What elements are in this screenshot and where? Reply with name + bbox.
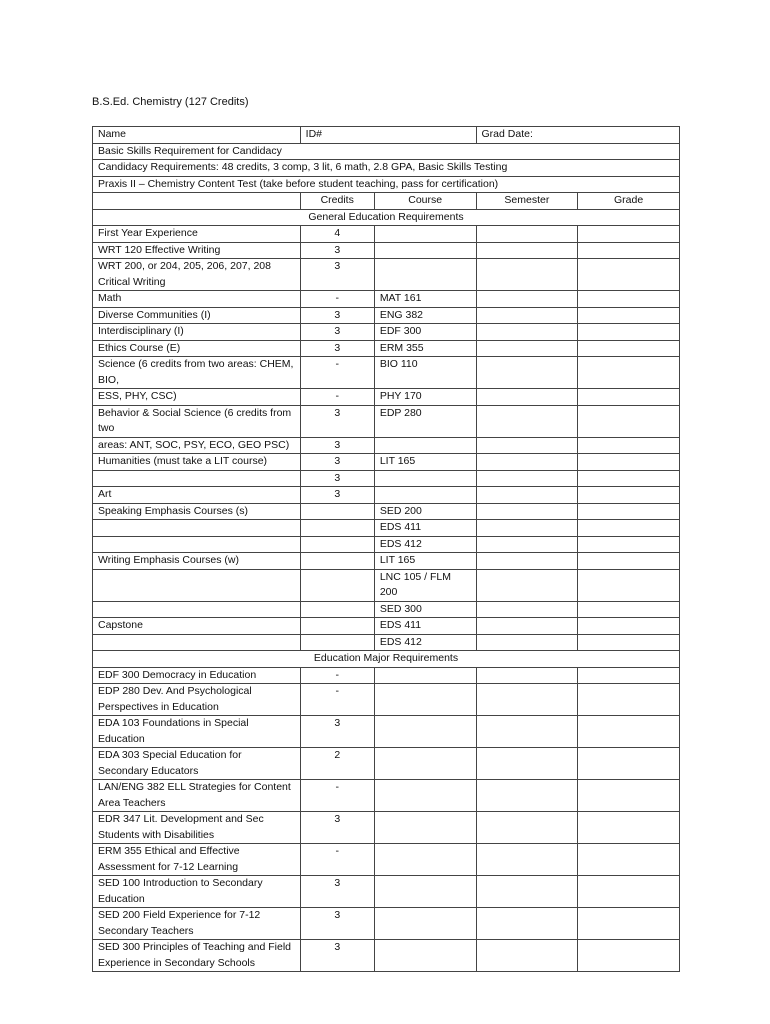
grade-cell[interactable] — [578, 684, 680, 716]
name-field[interactable] — [93, 127, 301, 144]
grade-cell[interactable] — [578, 405, 680, 437]
grade-cell[interactable] — [578, 780, 680, 812]
credits-cell: 3 — [300, 242, 374, 259]
credits-cell — [300, 520, 374, 537]
grade-cell[interactable] — [578, 291, 680, 308]
course-cell — [374, 259, 476, 291]
credits-cell: 3 — [300, 908, 374, 940]
semester-cell[interactable] — [476, 307, 578, 324]
grad-date-field[interactable] — [476, 127, 679, 144]
grade-cell[interactable] — [578, 536, 680, 553]
requirement-cell — [93, 470, 301, 487]
semester-cell[interactable] — [476, 487, 578, 504]
major-row — [93, 940, 680, 972]
requirement-cell: Diverse Communities (I) — [93, 307, 301, 324]
name-label: Name — [98, 128, 127, 140]
credits-cell: 3 — [300, 437, 374, 454]
credits-cell: - — [300, 684, 374, 716]
requirement-cell: ESS, PHY, CSC) — [93, 389, 301, 406]
gen-ed-row — [93, 553, 680, 570]
course-cell[interactable] — [374, 908, 476, 940]
semester-cell[interactable] — [476, 389, 578, 406]
requirement-cell: WRT 200, or 204, 205, 206, 207, 208 Critical Writing — [93, 259, 301, 291]
grad-date-label: Grad Date: — [481, 128, 533, 140]
grade-cell[interactable] — [578, 844, 680, 876]
semester-cell[interactable] — [476, 340, 578, 357]
semester-cell[interactable] — [476, 908, 578, 940]
semester-cell[interactable] — [476, 601, 578, 618]
credits-cell — [300, 618, 374, 635]
gen-ed-row — [93, 618, 680, 635]
course-cell[interactable] — [374, 684, 476, 716]
requirement-cell: WRT 120 Effective Writing — [93, 242, 301, 259]
requirement-cell: Capstone — [93, 618, 301, 635]
course-cell: SED 200 — [374, 503, 476, 520]
credits-cell: 3 — [300, 405, 374, 437]
grade-cell[interactable] — [578, 618, 680, 635]
credits-cell: 3 — [300, 876, 374, 908]
course-cell — [374, 470, 476, 487]
id-label: ID# — [305, 128, 322, 140]
semester-cell[interactable] — [476, 324, 578, 341]
course-cell — [374, 487, 476, 504]
requirement-cell: ERM 355 Ethical and Effective Assessment for 7-12 Learning — [93, 844, 301, 876]
semester-cell[interactable] — [476, 618, 578, 635]
major-row — [93, 908, 680, 940]
grade-cell[interactable] — [578, 716, 680, 748]
credits-cell: 3 — [300, 324, 374, 341]
requirement-cell: LAN/ENG 382 ELL Strategies for Content Area Teachers — [93, 780, 301, 812]
requirement-cell: EDP 280 Dev. And Psychological Perspectives in Education — [93, 684, 301, 716]
semester-header: Semester — [476, 193, 578, 210]
semester-cell[interactable] — [476, 291, 578, 308]
course-cell: EDS 412 — [374, 536, 476, 553]
major-row — [93, 716, 680, 748]
requirement-cell: Writing Emphasis Courses (w) — [93, 553, 301, 570]
grade-cell[interactable] — [578, 242, 680, 259]
credits-cell: - — [300, 389, 374, 406]
semester-cell[interactable] — [476, 748, 578, 780]
requirement-cell: SED 300 Principles of Teaching and Field Experience in Secondary Schools — [93, 940, 301, 972]
credits-cell — [300, 536, 374, 553]
requirement-cell: EDR 347 Lit. Development and Sec Students with Disabilities — [93, 812, 301, 844]
candidacy-row: Candidacy Requirements: 48 credits, 3 comp, 3 lit, 6 math, 2.8 GPA, Basic Skills Testing — [93, 160, 680, 177]
grade-cell[interactable] — [578, 634, 680, 651]
gen-ed-row — [93, 634, 680, 651]
basic-skills-row: Basic Skills Requirement for Candidacy — [93, 143, 680, 160]
credits-cell: - — [300, 780, 374, 812]
course-cell: EDS 411 — [374, 618, 476, 635]
gen-ed-row — [93, 226, 680, 243]
credits-cell — [300, 503, 374, 520]
major-heading: Education Major Requirements — [93, 651, 680, 668]
grade-cell[interactable] — [578, 940, 680, 972]
credits-cell: 3 — [300, 454, 374, 471]
grade-cell[interactable] — [578, 503, 680, 520]
credits-cell — [300, 634, 374, 651]
credits-header: Credits — [300, 193, 374, 210]
gen-ed-row — [93, 454, 680, 471]
column-header-row — [93, 193, 680, 210]
grade-header: Grade — [578, 193, 680, 210]
gen-ed-heading: General Education Requirements — [93, 209, 680, 226]
gen-ed-row — [93, 569, 680, 601]
gen-ed-row — [93, 601, 680, 618]
grade-cell[interactable] — [578, 812, 680, 844]
credits-cell: 3 — [300, 470, 374, 487]
requirement-cell: SED 200 Field Experience for 7-12 Secondary Teachers — [93, 908, 301, 940]
grade-cell[interactable] — [578, 307, 680, 324]
gen-ed-row — [93, 536, 680, 553]
grade-cell[interactable] — [578, 454, 680, 471]
credits-cell: 3 — [300, 487, 374, 504]
requirement-cell — [93, 536, 301, 553]
course-cell — [374, 226, 476, 243]
credits-cell: 3 — [300, 716, 374, 748]
course-cell[interactable] — [374, 940, 476, 972]
gen-ed-row — [93, 470, 680, 487]
gen-ed-row — [93, 520, 680, 537]
gen-ed-row — [93, 503, 680, 520]
blank-header-cell — [93, 193, 301, 210]
credits-cell — [300, 553, 374, 570]
course-cell — [374, 242, 476, 259]
semester-cell[interactable] — [476, 405, 578, 437]
semester-cell[interactable] — [476, 242, 578, 259]
page-title: B.S.Ed. Chemistry (127 Credits) — [92, 96, 249, 108]
gen-ed-row — [93, 259, 680, 291]
semester-cell[interactable] — [476, 716, 578, 748]
semester-cell[interactable] — [476, 357, 578, 389]
semester-cell[interactable] — [476, 259, 578, 291]
semester-cell[interactable] — [476, 470, 578, 487]
requirement-cell: Science (6 credits from two areas: CHEM, BIO, — [93, 357, 301, 389]
credits-cell — [300, 569, 374, 601]
course-cell: PHY 170 — [374, 389, 476, 406]
requirement-cell: Humanities (must take a LIT course) — [93, 454, 301, 471]
requirements-table — [92, 126, 680, 972]
praxis-row: Praxis II – Chemistry Content Test (take before student teaching, pass for certification) — [93, 176, 680, 193]
grade-cell[interactable] — [578, 340, 680, 357]
gen-ed-row — [93, 307, 680, 324]
course-cell[interactable] — [374, 667, 476, 684]
grade-cell[interactable] — [578, 908, 680, 940]
gen-ed-row — [93, 340, 680, 357]
requirement-cell — [93, 569, 301, 601]
credits-cell: 3 — [300, 812, 374, 844]
semester-cell[interactable] — [476, 569, 578, 601]
major-row — [93, 844, 680, 876]
semester-cell[interactable] — [476, 812, 578, 844]
requirement-cell: Ethics Course (E) — [93, 340, 301, 357]
gen-ed-row — [93, 357, 680, 389]
gen-ed-row — [93, 242, 680, 259]
grade-cell[interactable] — [578, 437, 680, 454]
gen-ed-row — [93, 487, 680, 504]
semester-cell[interactable] — [476, 876, 578, 908]
course-cell[interactable] — [374, 716, 476, 748]
requirement-cell — [93, 520, 301, 537]
gen-ed-row — [93, 324, 680, 341]
semester-cell[interactable] — [476, 940, 578, 972]
requirement-cell: areas: ANT, SOC, PSY, ECO, GEO PSC) — [93, 437, 301, 454]
requirement-cell: EDF 300 Democracy in Education — [93, 667, 301, 684]
course-cell: BIO 110 — [374, 357, 476, 389]
course-cell: EDP 280 — [374, 405, 476, 437]
grade-cell[interactable] — [578, 553, 680, 570]
semester-cell[interactable] — [476, 520, 578, 537]
grade-cell[interactable] — [578, 226, 680, 243]
major-row — [93, 812, 680, 844]
grade-cell[interactable] — [578, 569, 680, 601]
credits-cell: - — [300, 291, 374, 308]
semester-cell[interactable] — [476, 536, 578, 553]
credits-cell — [300, 601, 374, 618]
credits-cell: 3 — [300, 259, 374, 291]
course-cell: LIT 165 — [374, 553, 476, 570]
semester-cell[interactable] — [476, 454, 578, 471]
grade-cell[interactable] — [578, 601, 680, 618]
major-row — [93, 684, 680, 716]
gen-ed-row — [93, 437, 680, 454]
requirement-cell: Interdisciplinary (I) — [93, 324, 301, 341]
major-row — [93, 780, 680, 812]
semester-cell[interactable] — [476, 667, 578, 684]
requirement-cell: EDA 303 Special Education for Secondary Educators — [93, 748, 301, 780]
course-cell[interactable] — [374, 876, 476, 908]
name-row — [93, 127, 680, 144]
requirement-cell — [93, 634, 301, 651]
major-row — [93, 748, 680, 780]
course-cell: ENG 382 — [374, 307, 476, 324]
semester-cell[interactable] — [476, 780, 578, 812]
course-cell: ERM 355 — [374, 340, 476, 357]
grade-cell[interactable] — [578, 876, 680, 908]
credits-cell: - — [300, 844, 374, 876]
grade-cell[interactable] — [578, 357, 680, 389]
grade-cell[interactable] — [578, 520, 680, 537]
requirement-cell: SED 100 Introduction to Secondary Education — [93, 876, 301, 908]
semester-cell[interactable] — [476, 553, 578, 570]
grade-cell[interactable] — [578, 470, 680, 487]
semester-cell[interactable] — [476, 684, 578, 716]
semester-cell[interactable] — [476, 634, 578, 651]
credits-cell: 4 — [300, 226, 374, 243]
course-cell: EDS 411 — [374, 520, 476, 537]
requirement-cell: Behavior & Social Science (6 credits from two — [93, 405, 301, 437]
semester-cell[interactable] — [476, 844, 578, 876]
requirement-cell: EDA 103 Foundations in Special Education — [93, 716, 301, 748]
semester-cell[interactable] — [476, 226, 578, 243]
course-cell — [374, 437, 476, 454]
grade-cell[interactable] — [578, 259, 680, 291]
semester-cell[interactable] — [476, 503, 578, 520]
course-cell: EDF 300 — [374, 324, 476, 341]
credits-cell: 3 — [300, 307, 374, 324]
course-cell[interactable] — [374, 748, 476, 780]
course-cell: LIT 165 — [374, 454, 476, 471]
id-field[interactable] — [300, 127, 476, 144]
requirement-cell: Speaking Emphasis Courses (s) — [93, 503, 301, 520]
course-cell: MAT 161 — [374, 291, 476, 308]
grade-cell[interactable] — [578, 487, 680, 504]
course-cell: EDS 412 — [374, 634, 476, 651]
gen-ed-row — [93, 291, 680, 308]
credits-cell: 3 — [300, 340, 374, 357]
course-header: Course — [374, 193, 476, 210]
gen-ed-row — [93, 405, 680, 437]
course-cell[interactable] — [374, 844, 476, 876]
semester-cell[interactable] — [476, 437, 578, 454]
grade-cell[interactable] — [578, 389, 680, 406]
credits-cell: 3 — [300, 940, 374, 972]
credits-cell: - — [300, 667, 374, 684]
requirement-cell: Math — [93, 291, 301, 308]
course-cell[interactable] — [374, 812, 476, 844]
grade-cell[interactable] — [578, 667, 680, 684]
grade-cell[interactable] — [578, 324, 680, 341]
course-cell: LNC 105 / FLM 200 — [374, 569, 476, 601]
requirement-cell: Art — [93, 487, 301, 504]
course-cell[interactable] — [374, 780, 476, 812]
gen-ed-row — [93, 389, 680, 406]
credits-cell: - — [300, 357, 374, 389]
major-row — [93, 667, 680, 684]
grade-cell[interactable] — [578, 748, 680, 780]
credits-cell: 2 — [300, 748, 374, 780]
course-cell: SED 300 — [374, 601, 476, 618]
major-row — [93, 876, 680, 908]
requirement-cell: First Year Experience — [93, 226, 301, 243]
requirement-cell — [93, 601, 301, 618]
